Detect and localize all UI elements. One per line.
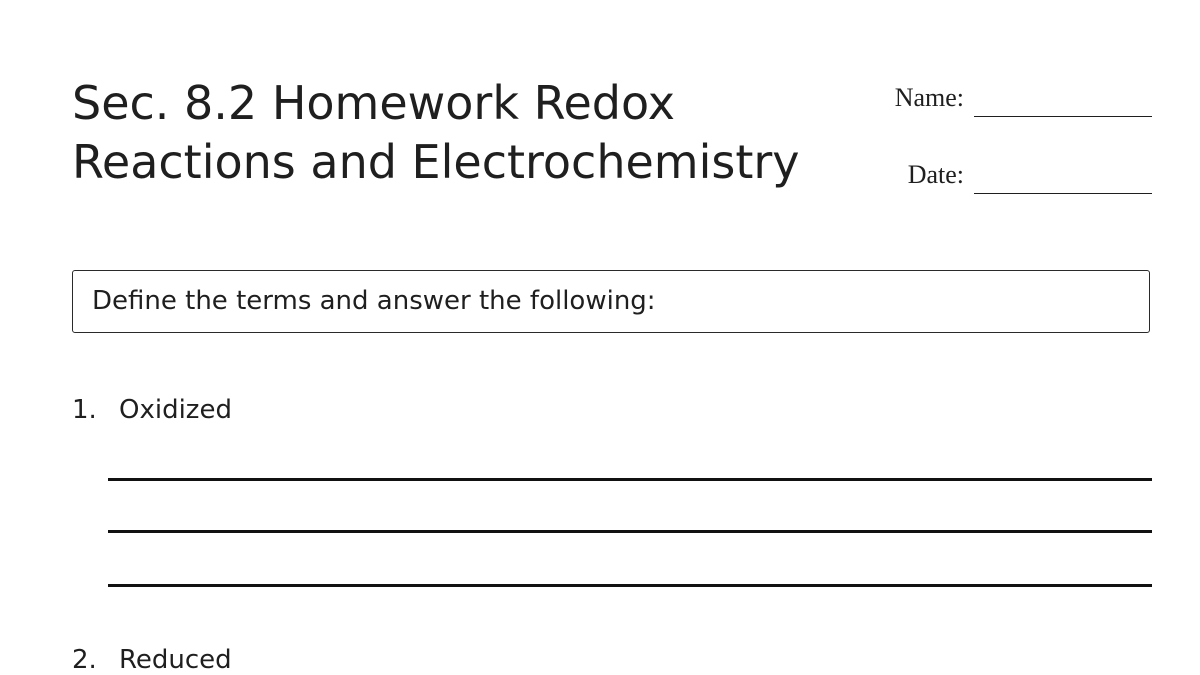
date-label: Date:	[907, 160, 964, 189]
instructions-text: Define the terms and answer the following:	[92, 286, 656, 316]
name-blank-line	[974, 86, 1152, 117]
question-number: 1.	[72, 395, 97, 425]
question-term: Oxidized	[119, 395, 232, 425]
title-line-1: Sec. 8.2 Homework Redox	[72, 76, 675, 130]
question-term: Reduced	[119, 645, 232, 675]
page-title	[72, 74, 832, 192]
name-row	[895, 80, 1152, 137]
student-info	[895, 80, 1152, 194]
instructions-box	[72, 270, 1150, 333]
answer-line	[108, 478, 1152, 481]
question-item	[72, 395, 232, 425]
answer-line	[108, 584, 1152, 587]
title-line-2: Reactions and Electrochemistry	[72, 135, 800, 189]
name-label: Name:	[894, 83, 964, 112]
date-blank-line	[974, 163, 1152, 194]
date-row	[895, 137, 1152, 194]
question-item	[72, 645, 232, 675]
question-number: 2.	[72, 645, 97, 675]
answer-line	[108, 530, 1152, 533]
